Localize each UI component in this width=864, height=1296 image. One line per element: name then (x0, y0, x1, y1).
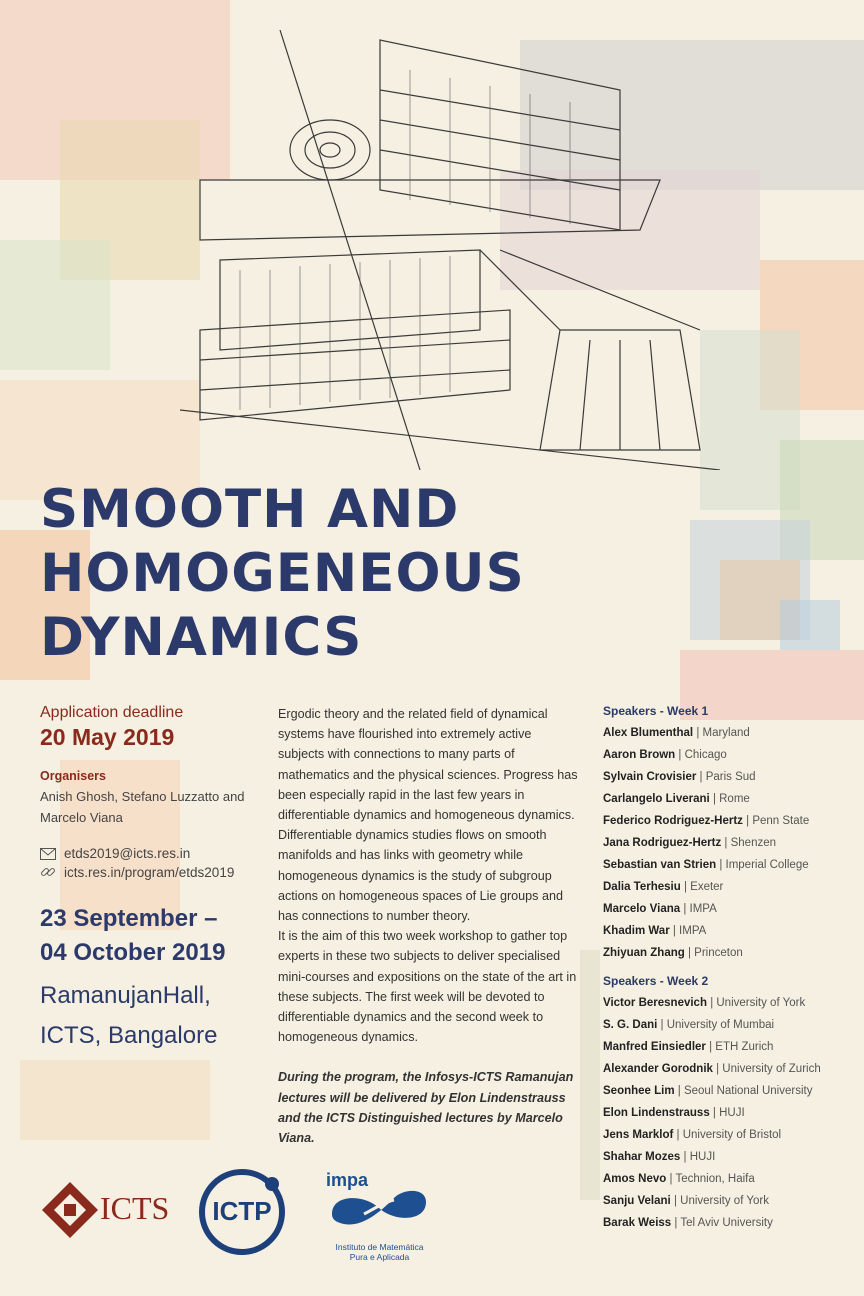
speaker-institution: | Imperial College (719, 859, 809, 871)
speaker-name: Federico Rodriguez-Hertz (603, 815, 743, 827)
speaker-institution: | Seoul National University (677, 1085, 813, 1097)
ictp-logo (196, 1166, 288, 1258)
impa-caption-line-1: Instituto de Matemática (335, 1242, 424, 1252)
title-line-3: DYNAMICS (40, 607, 363, 668)
architectural-sketch-illustration (180, 30, 720, 470)
speakers-week2-heading: Speakers - Week 2 (603, 974, 709, 988)
speaker-name: Sanju Velani (603, 1195, 671, 1207)
speaker-name: Elon Lindenstrauss (603, 1107, 710, 1119)
impa-logo-text: impa (326, 1170, 369, 1190)
speaker-row (603, 1190, 853, 1212)
impa-caption (322, 1242, 437, 1262)
speaker-name: Shahar Mozes (603, 1151, 681, 1163)
speaker-institution: | Exeter (683, 881, 724, 893)
venue-line-1: RamanujanHall, (40, 982, 211, 1009)
description-column (278, 704, 578, 1148)
program-dates-line-1: 23 September – (40, 905, 218, 932)
icts-logo (40, 1180, 180, 1242)
email-icon (40, 848, 56, 860)
description-paragraph-1: Ergodic theory and the related field of dynamical systems have flourished into extremely active subjects with connections to many parts of mathematics and the physical sciences. Progress has been especially rapid in the last few years in differentiable dynamics and homogeneous dynamics. Differentiable dynamics studies flows on smooth manifolds and has links with geometry while homogeneous dynamics is the study of subgroup actions on homogeneous spaces of Lie groups and has connections to number theory. (278, 707, 578, 924)
speaker-row (603, 810, 853, 832)
speakers-week2-list (603, 992, 853, 1234)
speaker-row (603, 766, 853, 788)
speaker-row (603, 876, 853, 898)
program-dates-line-2: 04 October 2019 (40, 939, 226, 966)
speaker-institution: | HUJI (712, 1107, 745, 1119)
speaker-name: Marcelo Viana (603, 903, 681, 915)
speaker-row (603, 744, 853, 766)
speaker-institution: | University of York (710, 997, 806, 1009)
speaker-row (603, 1080, 853, 1102)
speaker-row (603, 898, 853, 920)
speaker-name: Manfred Einsiedler (603, 1041, 706, 1053)
speaker-institution: | IMPA (672, 925, 707, 937)
info-column (40, 704, 270, 1056)
speaker-institution: | University of Zurich (716, 1063, 821, 1075)
speaker-institution: | Tel Aviv University (674, 1217, 773, 1229)
speaker-name: Sebastian van Strien (603, 859, 717, 871)
impa-caption-line-2: Pura e Aplicada (349, 1252, 410, 1262)
speaker-row (603, 1146, 853, 1168)
speaker-name: Alex Blumenthal (603, 727, 694, 739)
speaker-name: Aaron Brown (603, 749, 676, 761)
speaker-row (603, 942, 853, 964)
speaker-name: Sylvain Crovisier (603, 771, 697, 783)
speaker-row (603, 992, 853, 1014)
speaker-row (603, 1036, 853, 1058)
link-icon (40, 864, 56, 880)
speakers-week1-list (603, 722, 853, 964)
speaker-name: Jens Marklof (603, 1129, 674, 1141)
email-text: etds2019@icts.res.in (64, 846, 191, 861)
speaker-name: Victor Beresnevich (603, 997, 707, 1009)
poster-title (40, 478, 525, 670)
speaker-institution: | Shenzen (724, 837, 777, 849)
email-contact[interactable] (40, 846, 270, 861)
speaker-name: Jana Rodriguez-Hertz (603, 837, 722, 849)
speaker-name: Dalia Terhesiu (603, 881, 681, 893)
application-deadline-date: 20 May 2019 (40, 724, 175, 750)
speaker-institution: | Princeton (687, 947, 743, 959)
speaker-name: Zhiyuan Zhang (603, 947, 685, 959)
speaker-name: S. G. Dani (603, 1019, 658, 1031)
speaker-name: Carlangelo Liverani (603, 793, 710, 805)
speakers-column (603, 704, 853, 1234)
speaker-row (603, 854, 853, 876)
speaker-row (603, 788, 853, 810)
speaker-institution: | HUJI (683, 1151, 716, 1163)
ictp-logo-text: ICTP (212, 1196, 272, 1226)
speaker-row (603, 1212, 853, 1234)
title-line-1: SMOOTH AND (40, 479, 460, 540)
website-link[interactable] (40, 864, 270, 880)
speaker-row (603, 722, 853, 744)
speaker-institution: | Rome (712, 793, 750, 805)
application-deadline-label: Application deadline (40, 704, 184, 721)
speaker-institution: | IMPA (683, 903, 717, 915)
impa-logo (322, 1170, 437, 1265)
speaker-row (603, 832, 853, 854)
speaker-institution: | Paris Sud (699, 771, 756, 783)
lectures-note: During the program, the Infosys-ICTS Ramanujan lectures will be delivered by Elon Lindenstrauss and the ICTS Distinguished lectures by Marcelo Viana. (278, 1070, 574, 1146)
speaker-institution: | Chicago (678, 749, 727, 761)
speaker-name: Seonhee Lim (603, 1085, 675, 1097)
speaker-name: Amos Nevo (603, 1173, 667, 1185)
speakers-week1-heading: Speakers - Week 1 (603, 704, 709, 718)
speaker-institution: | University of York (673, 1195, 769, 1207)
speaker-name: Khadim War (603, 925, 670, 937)
speaker-institution: | Penn State (746, 815, 810, 827)
speaker-row (603, 1168, 853, 1190)
speaker-row (603, 1124, 853, 1146)
program-venue (40, 976, 270, 1056)
website-text: icts.res.in/program/etds2019 (64, 864, 235, 880)
icts-emblem-icon (40, 1180, 100, 1240)
speaker-row (603, 920, 853, 942)
speaker-name: Alexander Gorodnik (603, 1063, 713, 1075)
speaker-row (603, 1102, 853, 1124)
speaker-institution: | Technion, Haifa (669, 1173, 755, 1185)
impa-infinity-icon (324, 1184, 434, 1230)
speaker-institution: | ETH Zurich (709, 1041, 774, 1053)
venue-line-2: ICTS, Bangalore (40, 1022, 218, 1049)
speaker-institution: | Maryland (696, 727, 750, 739)
speaker-institution: | University of Bristol (676, 1129, 782, 1141)
speaker-name: Barak Weiss (603, 1217, 672, 1229)
title-line-2: HOMOGENEOUS (40, 543, 525, 604)
speaker-institution: | University of Mumbai (660, 1019, 775, 1031)
icts-logo-text: ICTS (100, 1190, 170, 1226)
organisers-names: Anish Ghosh, Stefano Luzzatto and Marcelo Viana (40, 789, 245, 825)
description-paragraph-2: It is the aim of this two week workshop to gather top experts in these two subjects to deliver specialised mini-courses and expositions on the state of the art in these subjects. The first week will be devoted to differentiable dynamics and the second week to homogeneous dynamics. (278, 929, 577, 1045)
program-dates (40, 902, 270, 970)
speaker-row (603, 1058, 853, 1080)
organisers-label: Organisers (40, 769, 107, 783)
speaker-row (603, 1014, 853, 1036)
